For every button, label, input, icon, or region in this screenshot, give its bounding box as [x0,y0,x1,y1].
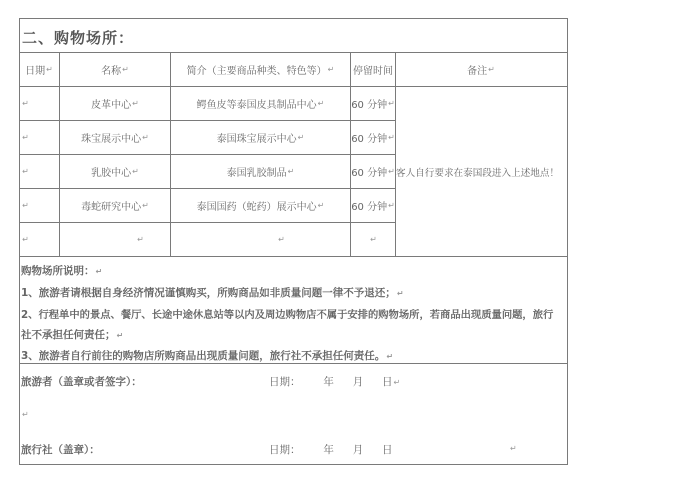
table-row-3-stay: 60 分钟 ↵ [351,167,395,179]
table-row-4-name: 毒蛇研究中心 ↵ [81,201,149,213]
note-item-3: 3、旅游者自行前往的购物店所购商品出现质量问题，旅行社不承担任何责任。↵ [21,350,394,362]
blank-paragraph-mark: ↵ [22,410,29,419]
contract-page [19,18,567,464]
table-row-5-name: ↵ [137,235,144,244]
table-row-5-date: ↵ [22,235,29,244]
section-title: 二、购物场所： [22,29,135,47]
table-row-2-name: 珠宝展示中心 ↵ [81,133,149,145]
table-row-2-stay: 60 分钟 ↵ [351,133,395,145]
notes-bottom-line [19,363,567,364]
agency-signature-label: 旅行社（盖章）： [21,444,100,456]
table-bottom-line [19,256,567,257]
tourist-signature-label: 旅游者（盖章或者签字）： [21,376,142,388]
header-date: 日期 ↵ [25,65,53,77]
remark-cell: 客人自行要求在泰国段进入上述地点！ [396,167,560,179]
agency-signature-date: 日期： 年 月 日 [269,444,393,456]
table-row-3-intro: 泰国乳胶制品 ↵ [226,167,295,179]
tourist-signature-date: 日期： 年 月 日↵ [269,376,401,388]
note-item-1: 1、旅游者请根据自身经济情况谨慎购买，所购商品如非质量问题一律不予退还；↵ [21,287,404,299]
header-stay: 停留时间 [353,66,393,77]
table-row-4-date: ↵ [22,201,29,210]
table-row-4-stay: 60 分钟 ↵ [351,201,395,213]
table-row-3-name: 乳胶中心 ↵ [91,167,139,179]
table-row-1-stay: 60 分钟 ↵ [351,99,395,111]
header-name: 名称 ↵ [101,65,129,77]
notes-heading: 购物场所说明：↵ [21,265,103,277]
table-row-2-intro: 泰国珠宝展示中心 ↵ [216,133,305,145]
table-row-4-intro: 泰国国药（蛇药）展示中心 ↵ [196,201,325,213]
note-item-2: 2、行程单中的景点、餐厅、长途中途休息站等以内及周边购物店不属于安排的购物场所，若商品出现质量问题，旅行 [21,309,554,321]
header-intro: 简介（主要商品种类、特色等） ↵ [186,65,335,77]
header-remark: 备注 ↵ [467,65,495,77]
table-row-1-name: 皮革中心 ↵ [91,99,139,111]
note-item-2-continued: 社不承担任何责任；↵ [21,329,124,341]
table-row-5-stay: ↵ [370,235,377,244]
table-row-1-intro: 鳄鱼皮等泰国皮具制品中心 ↵ [196,99,325,111]
agency-end-mark: ↵ [510,444,517,453]
table-row-2-date: ↵ [22,133,29,142]
table-row-5-intro: ↵ [278,235,285,244]
table-row-3-date: ↵ [22,167,29,176]
table-row-1-date: ↵ [22,99,29,108]
